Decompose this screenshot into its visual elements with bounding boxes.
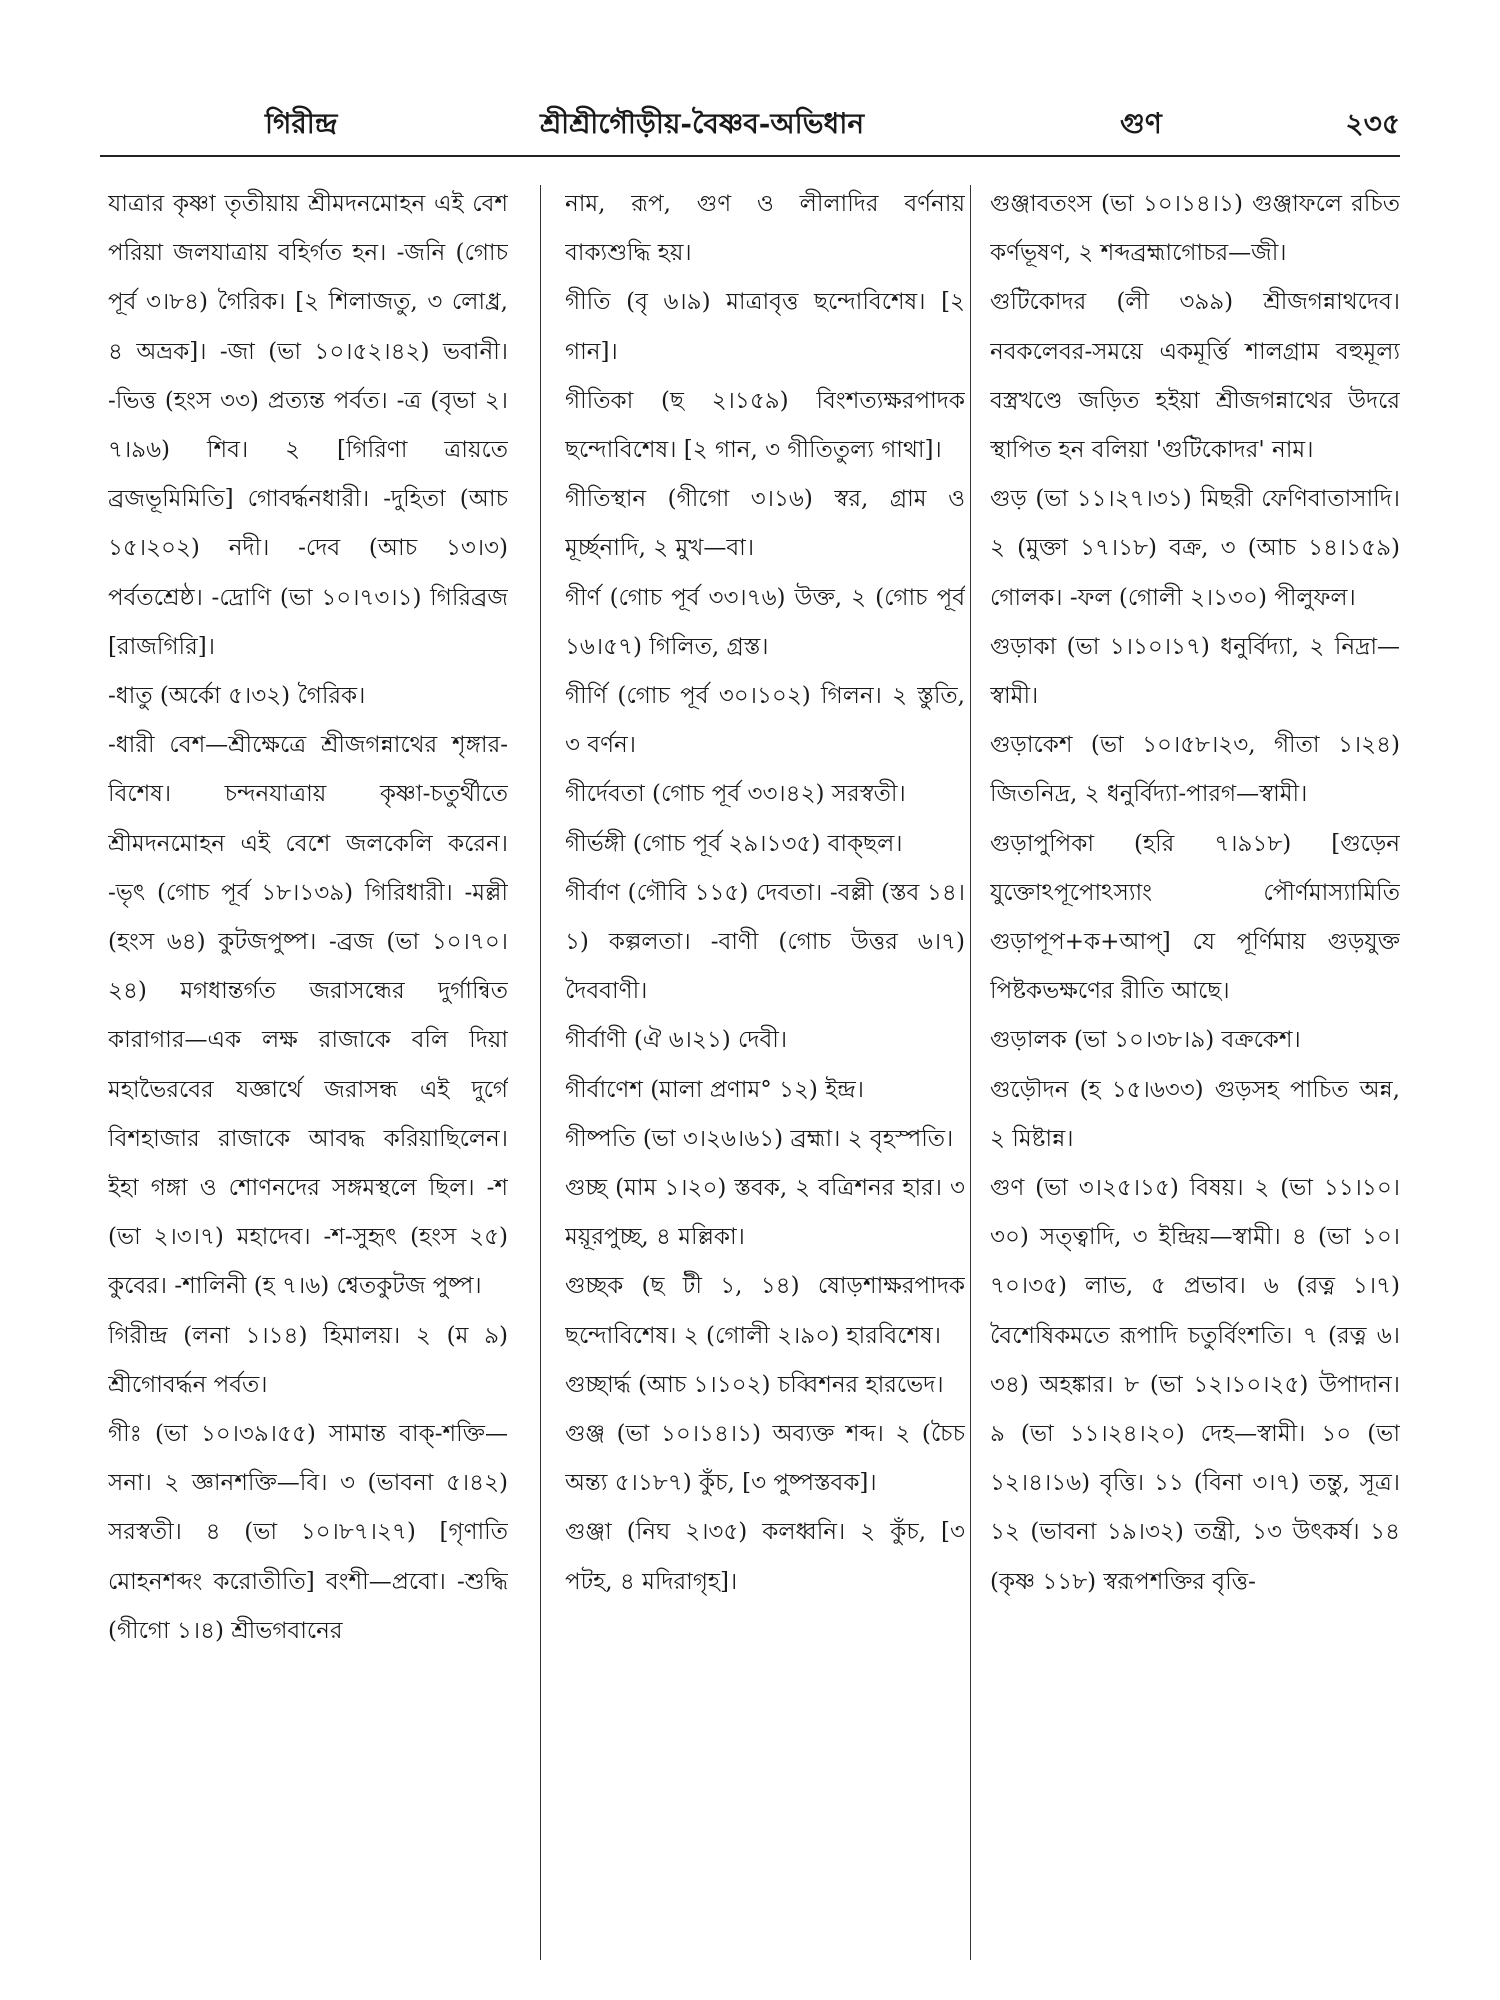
entry: গীর্ণি (গোচ পূর্ব ৩০।১০২) গিলন। ২ স্তুতি, ৩ বর্ণন। — [565, 683, 965, 759]
entry: গুড় (ভা ১১।২৭।৩১) মিছরী ফেণিবাতাসাদি। ২ (মুক্তা ১৭।১৮) বক্র, ৩ (আচ ১৪।১৫৯) গোলক। -ফল (গোলী ২।১৩০) পীলুফল। — [990, 486, 1400, 611]
entry: গুড়ৌদন (হ ১৫।৬৩৩) গুড়সহ পাচিত অন্ন, ২ মিষ্টান্ন। — [990, 1076, 1400, 1152]
entry: গুঞ্জাবতংস (ভা ১০।১৪।১) গুঞ্জাফলে রচিত কর্ণভূষণ, ২ শব্দব্রহ্মাগোচর—জী। — [990, 191, 1400, 267]
entry: গুড়াপুপিকা (হরি ৭।৯১৮) [গুড়েন যুক্তোঽপূপোঽস্যাং পৌর্ণমাস্যামিতি গুড়াপূপ+ক+আপ্] যে পূর্ণিমায় গুড়যুক্ত পিষ্টকভক্ষণের রীতি আছে। — [990, 830, 1400, 1005]
entry: যাত্রার কৃষ্ণা তৃতীয়ায় শ্রীমদনমোহন এই বেশ পরিয়া জলযাত্রায় বহির্গত হন। -জনি (গোচ পূর্ব ৩।৮৪) গৈরিক। [২ শিলাজতু, ৩ লোধ্র, ৪ অভ্রক]। -জা (ভা ১০।৫২।৪২) ভবানী। -ভিত্ত (হংস ৩৩) প্রত্যন্ত পর্বত। -ত্র (বৃভা ২।৭।৯৬) শিব। ২ [গিরিণা ত্রায়তে ব্রজভূমিমিতি] গোবর্দ্ধনধারী। -দুহিতা (আচ ১৫।২০২) নদী। -দেব (আচ ১৩।৩) পর্বতশ্রেষ্ঠ। -দ্রোণি (ভা ১০।৭৩।১) গিরিব্রজ [রাজগিরি]। — [108, 191, 508, 660]
dictionary-title: শ্রীশ্রীগৌড়ীয়-বৈষ্ণব-অভিধান — [540, 107, 865, 140]
entry: গুণ (ভা ৩।২৫।১৫) বিষয়। ২ (ভা ১১।১০।৩০) সত্ত্বাদি, ৩ ইন্দ্রিয়—স্বামী। ৪ (ভা ১০।৭০।৩৫) লাভ, ৫ প্রভাব। ৬ (রত্ন ১।৭) বৈশেষিকমতে রূপাদি চতুর্বিংশতি। ৭ (রত্ন ৬।৩৪) অহঙ্কার। ৮ (ভা ১২।১০।২৫) উপাদান। ৯ (ভা ১১।২৪।২০) দেহ—স্বামী। ১০ (ভা ১২।৪।১৬) বৃত্তি। ১১ (বিনা ৩।৭) তন্তু, সূত্র। ১২ (ভাবনা ১৯।৩২) তন্ত্রী, ১৩ উৎকর্ষ। ১৪ (কৃষ্ণ ১১৮) স্বরূপশক্তির বৃত্তি- — [990, 1175, 1400, 1595]
entry: গীর্ভঙ্গী (গোচ পূর্ব ২৯।১৩৫) বাক্ছল। — [565, 830, 903, 857]
entry: নাম, রূপ, গুণ ও লীলাদির বর্ণনায় বাক্যশুদ্ধি হয়। — [565, 191, 965, 267]
left-guide-word: গিরীন্দ্র — [265, 107, 338, 140]
entry: -ধারী বেশ—শ্রীক্ষেত্রে শ্রীজগন্নাথের শৃঙ্গার-বিশেষ। চন্দনযাত্রায় কৃষ্ণা-চতুর্থীতে শ্রীমদনমোহন এই বেশে জলকেলি করেন। -ভৃৎ (গোচ পূর্ব ১৮।১৩৯) গিরিধারী। -মল্লী (হংস ৬৪) কুটজপুষ্প। -ব্রজ (ভা ১০।৭০।২৪) মগধান্তর্গত জরাসন্ধের দুর্গান্বিত কারাগার—এক লক্ষ রাজাকে বলি দিয়া মহাভৈরবের যজ্ঞার্থে জরাসন্ধ এই দুর্গে বিশহাজার রাজাকে আবদ্ধ করিয়াছিলেন। ইহা গঙ্গা ও শোণনদের সঙ্গমস্থলে ছিল। -শ (ভা ২।৩।৭) মহাদেব। -শ-সুহৃৎ (হংস ২৫) কুবের। -শালিনী (হ ৭।৬) শ্বেতকুটজ পুষ্প। — [108, 732, 508, 1300]
page-header — [110, 88, 1400, 158]
entry: গুচ্ছ (মাম ১।২০) স্তবক, ২ বত্রিশনর হার। ৩ ময়ূরপুচ্ছ, ৪ মল্লিকা। — [565, 1175, 965, 1251]
entry: গুড়াকেশ (ভা ১০।৫৮।২৩, গীতা ১।২৪) জিতনিদ্র, ২ ধনুর্বিদ্যা-পারগ—স্বামী। — [990, 732, 1400, 808]
entry: -ধাতু (অর্কো ৫।৩২) গৈরিক। — [108, 683, 366, 710]
entry: গুঞ্জা (নিঘ ২।৩৫) কলধ্বনি। ২ কুঁচ, [৩ পটহ, ৪ মদিরাগৃহ]। — [565, 1519, 965, 1595]
entry: গীর্বাণ (গৌবি ১১৫) দেবতা। -বল্লী (স্তব ১৪।১) কল্পলতা। -বাণী (গোচ উত্তর ৬।৭) দৈববাণী। — [565, 879, 965, 1005]
entry: গুচ্ছক (ছ টী ১, ১৪) ষোড়শাক্ষরপাদক ছন্দোবিশেষ। ২ (গোলী ২।৯০) হারবিশেষ। — [565, 1273, 965, 1349]
column-divider — [970, 185, 971, 1960]
entry: গীঃ (ভা ১০।৩৯।৫৫) সামান্ত বাক্-শক্তি—সনা। ২ জ্ঞানশক্তি—বি। ৩ (ভাবনা ৫।৪২) সরস্বতী। ৪ (ভা ১০।৮৭।২৭) [গৃণাতি মোহনশব্দং করোতীতি] বংশী—প্রবো। -শুদ্ধি (গীগো ১।৪) শ্রীভগবানের — [108, 1421, 508, 1644]
page-number: ২৩৫ — [1345, 107, 1400, 140]
entry: গীতিস্থান (গীগো ৩।১৬) স্বর, গ্রাম ও মূর্চ্ছনাদি, ২ মুখ—বা। — [565, 486, 965, 562]
entry: গীতিকা (ছ ২।১৫৯) বিংশত্যক্ষরপাদক ছন্দোবিশেষ। [২ গান, ৩ গীতিতুল্য গাথা]। — [565, 387, 965, 464]
entry: গীর্বাণেশ (মালা প্রণাম° ১২) ইন্দ্র। — [565, 1076, 865, 1103]
entry: গুড়ালক (ভা ১০।৩৮।৯) বক্রকেশ। — [990, 1027, 1301, 1054]
entry: গুটিকোদর (লী ৩৯৯) শ্রীজগন্নাথদেব। নবকলেবর-সময়ে একমূর্ত্তি শালগ্রাম বহুমূল্য বস্ত্রখণ্ডে জড়িত হইয়া শ্রীজগন্নাথের উদরে স্থাপিত হন বলিয়া 'গুটিকোদর' নাম। — [990, 289, 1400, 464]
entry: গুচ্ছার্দ্ধ (আচ ১।১০২) চব্বিশনর হারভেদ। — [565, 1371, 944, 1398]
entry: গুড়াকা (ভা ১।১০।১৭) ধনুর্বিদ্যা, ২ নিদ্রা—স্বামী। — [990, 633, 1400, 710]
column-divider — [540, 185, 541, 1960]
entry: গীর্বাণী (ঐ ৬।২১) দেবী। — [565, 1027, 788, 1054]
column-3 — [990, 180, 1400, 1960]
right-guide-word: গুণ — [1120, 107, 1162, 140]
column-2 — [565, 180, 965, 1960]
entry: গীর্দেবতা (গোচ পূর্ব ৩৩।৪২) সরস্বতী। — [565, 781, 906, 808]
entry: গিরীন্দ্র (লনা ১।১৪) হিমালয়। ২ (ম ৯) শ্রীগোবর্দ্ধন পর্বত। — [108, 1322, 508, 1398]
entry: গীতি (বৃ ৬।৯) মাত্রাবৃত্ত ছন্দোবিশেষ। [২ গান]। — [565, 289, 965, 365]
column-1 — [108, 180, 508, 1960]
header-rule — [100, 155, 1400, 157]
entry: গীর্ণ (গোচ পূর্ব ৩৩।৭৬) উক্ত, ২ (গোচ পূর্ব ১৬।৫৭) গিলিত, গ্রস্ত। — [565, 584, 965, 660]
entry: গীষ্পতি (ভা ৩।২৬।৬১) ব্রহ্মা। ২ বৃহস্পতি। — [565, 1125, 954, 1152]
entry: গুঞ্জ (ভা ১০।১৪।১) অব্যক্ত শব্দ। ২ (চৈচ অন্ত্য ৫।১৮৭) কুঁচ, [৩ পুষ্পস্তবক]। — [565, 1421, 965, 1497]
